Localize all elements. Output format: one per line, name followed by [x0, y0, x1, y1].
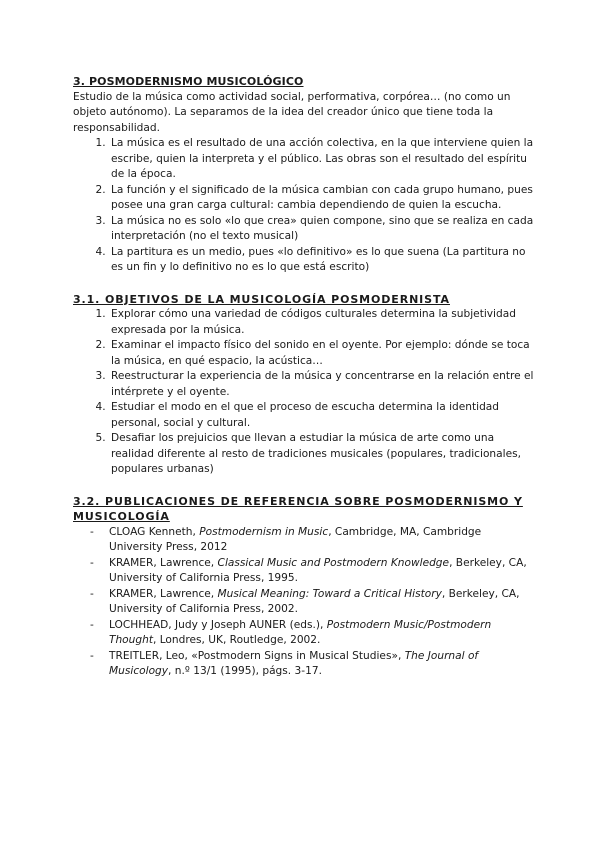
- reference-item: - LOCHHEAD, Judy y Joseph AUNER (eds.), Postmodern Music/Postmodern Thought, Londres, UK, Routledge, 2002.: [73, 618, 535, 649]
- list-item: 1. La música es el resultado de una acción colectiva, en la que interviene quien la escribe, quien la interpreta y el público. Las obras son el resultado del espíritu de la época.: [109, 136, 535, 183]
- section-3-1-list: [73, 307, 535, 478]
- reference-item: - TREITLER, Leo, «Postmodern Signs in Musical Studies», The Journal of Musicology, n.º 13/1 (1995), págs. 3-17.: [73, 649, 535, 680]
- document-page: [73, 74, 535, 680]
- list-item: 3. Reestructurar la experiencia de la música y concentrarse en la relación entre el intérprete y el oyente.: [109, 369, 535, 400]
- reference-item: - KRAMER, Lawrence, Classical Music and Postmodern Knowledge, Berkeley, CA, University of California Press, 1995.: [73, 556, 535, 587]
- reference-title: The Journal of Musicology: [109, 649, 479, 677]
- section-3-1-heading: 3.1. OBJETIVOS DE LA MUSICOLOGÍA POSMODERNISTA: [73, 292, 450, 306]
- reference-list: [73, 525, 535, 680]
- section-3-list: [73, 136, 535, 276]
- section-3-2-heading: 3.2. PUBLICACIONES DE REFERENCIA SOBRE POSMODERNISMO Y MUSICOLOGÍA: [73, 494, 523, 523]
- reference-item: - CLOAG Kenneth, Postmodernism in Music, Cambridge, MA, Cambridge University Press, 2012: [73, 525, 535, 556]
- section-3-heading: 3. POSMODERNISMO MUSICOLÓGICO: [73, 75, 304, 88]
- list-item: 5. Desafiar los prejuicios que llevan a estudiar la música de arte como una realidad diferente al resto de tradiciones musicales (populares, tradicionales, populares urbanas): [109, 431, 535, 478]
- list-item: 3. La música no es solo «lo que crea» quien compone, sino que se realiza en cada interpretación (no el texto musical): [109, 214, 535, 245]
- list-item: 1. Explorar cómo una variedad de códigos culturales determina la subjetividad expresada por la música.: [109, 307, 535, 338]
- list-item: 4. La partitura es un medio, pues «lo definitivo» es lo que suena (La partitura no es un fin y lo definitivo no es lo que está escrito): [109, 245, 535, 276]
- section-3-1: [73, 292, 535, 478]
- list-item: 4. Estudiar el modo en el que el proceso de escucha determina la identidad personal, social y cultural.: [109, 400, 535, 431]
- section-3-intro: Estudio de la música como actividad social, performativa, corpórea… (no como un objeto autónomo). La separamos de la idea del creador único que tiene toda la responsabilidad.: [73, 90, 511, 134]
- reference-title: Postmodern Music/Postmodern Thought: [109, 618, 492, 646]
- section-3-2: [73, 494, 535, 680]
- list-item: 2. Examinar el impacto físico del sonido en el oyente. Por ejemplo: dónde se toca la música, en qué espacio, la acústica…: [109, 338, 535, 369]
- reference-title: Postmodernism in Music: [199, 525, 329, 538]
- reference-item: - KRAMER, Lawrence, Musical Meaning: Toward a Critical History, Berkeley, CA, University of California Press, 2002.: [73, 587, 535, 618]
- reference-title: Classical Music and Postmodern Knowledge: [217, 556, 450, 569]
- list-item: 2. La función y el significado de la música cambian con cada grupo humano, pues posee una gran carga cultural: cambia dependiendo de quien la escucha.: [109, 183, 535, 214]
- reference-title: Musical Meaning: Toward a Critical History: [217, 587, 442, 600]
- section-3: [73, 74, 535, 276]
